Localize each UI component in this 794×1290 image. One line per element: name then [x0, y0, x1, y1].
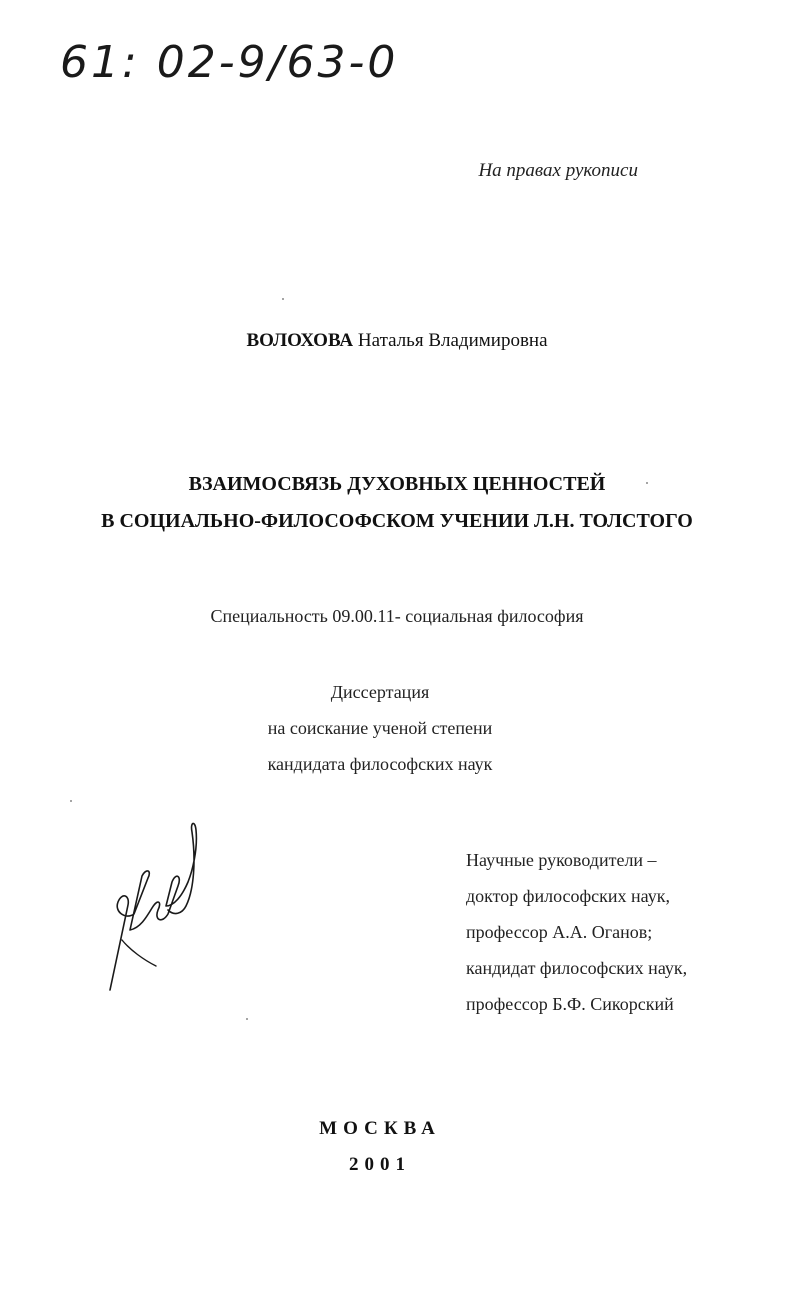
handwritten-archive-code — [60, 22, 500, 112]
author-given-names: Наталья Владимировна — [357, 330, 548, 351]
supervisors-line-3: профессор А.А. Оганов; — [466, 922, 653, 942]
dissertation-line-1: Диссертация — [330, 682, 430, 702]
title-line-1: ВЗАИМОСВЯЗЬ ДУХОВНЫХ ЦЕННОСТЕЙ — [188, 473, 606, 495]
author-name — [0, 330, 794, 352]
specialty-line: Специальность 09.00.11- социальная философия — [210, 606, 584, 626]
handwritten-code-text: 61: 02-9/63-0 — [60, 37, 399, 88]
title-line-2: В СОЦИАЛЬНО-ФИЛОСОФСКОМ УЧЕНИИ Л.Н. ТОЛСТОГО — [101, 510, 693, 532]
dissertation-description — [0, 674, 760, 782]
dissertation-title — [0, 466, 794, 540]
dissertation-line-3: кандидата философских наук — [267, 754, 493, 774]
supervisors-line-4: кандидат философских наук, — [466, 958, 688, 978]
city: МОСКВА — [319, 1118, 441, 1139]
manuscript-rights-note: На правах рукописи — [478, 160, 638, 181]
supervisors-line-2: доктор философских наук, — [466, 886, 670, 906]
scan-speck — [646, 482, 648, 484]
supervisors-line-1: Научные руководители – — [466, 850, 657, 870]
scientific-supervisors — [466, 842, 687, 1022]
dissertation-line-2: на соискание ученой степени — [267, 718, 493, 738]
supervisors-line-5: профессор Б.Ф. Сикорский — [466, 994, 674, 1014]
author-surname: ВОЛОХОВА — [246, 330, 354, 351]
year: 2001 — [349, 1154, 411, 1175]
handwritten-signature — [100, 810, 220, 1010]
scan-speck — [246, 1018, 248, 1020]
scan-speck — [70, 800, 72, 802]
scan-speck — [282, 298, 284, 300]
